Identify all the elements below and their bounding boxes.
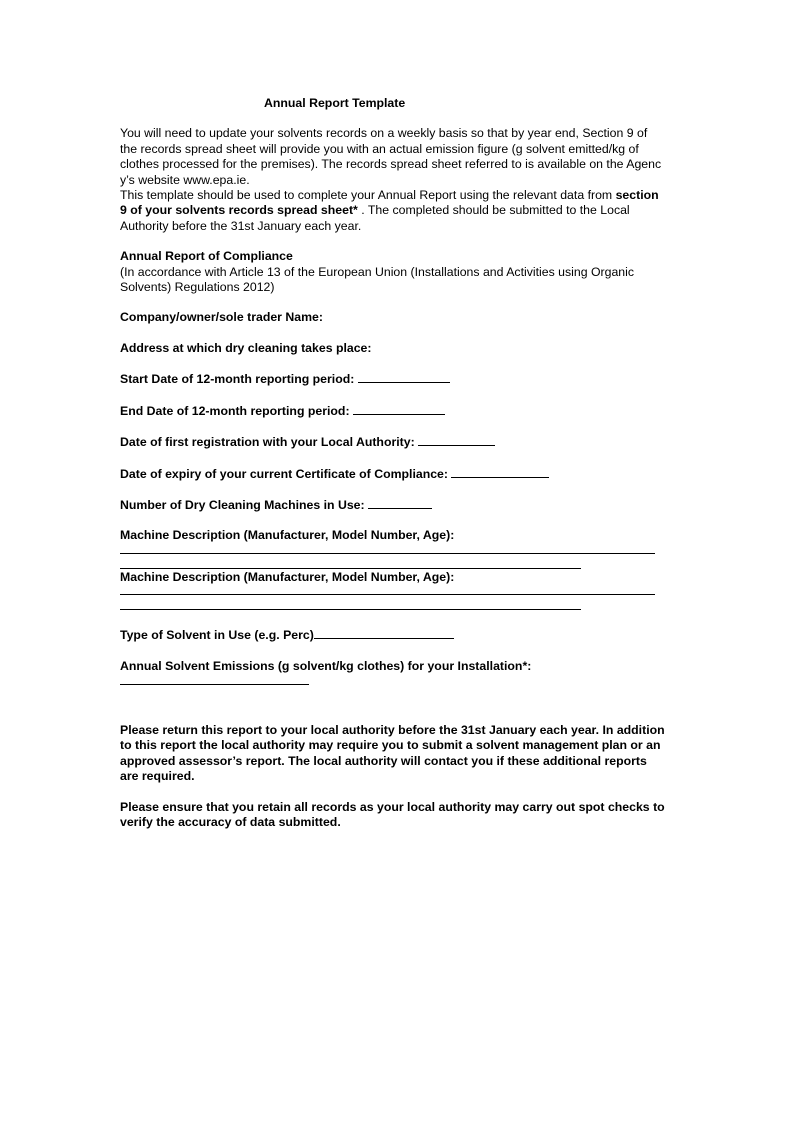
intro-paragraph-1: You will need to update your solvents records on a weekly basis so that by year end, Section 9 of the records spread sheet will provide you with an actual emission figure (g solvent emitted/kg of clothes processed for the premises). The records spread sheet referred to is available on the Agenc y’s website www.epa.ie. — [120, 126, 662, 187]
intro-paragraph-2-end: . The completed should be submitted to the Local Authority before the 31st January each year. — [120, 203, 630, 233]
expiry-date-blank[interactable] — [451, 466, 549, 478]
machine-description-line-1b[interactable] — [120, 568, 581, 569]
registration-date-field — [120, 434, 665, 450]
machine-description-field-1 — [120, 528, 665, 543]
registration-date-label: Date of first registration with your Local Authority: — [120, 435, 415, 450]
start-date-field — [120, 371, 665, 387]
intro-paragraph-2 — [120, 188, 665, 234]
document-title: Annual Report Template — [264, 96, 406, 110]
address-field[interactable] — [120, 341, 665, 356]
emissions-line[interactable] — [120, 684, 309, 685]
closing-paragraph-2: Please ensure that you retain all records as your local authority may carry out spot checks to verify the accuracy of data submitted. — [120, 799, 665, 829]
machine-description-label-2: Machine Description (Manufacturer, Model Number, Age): — [120, 569, 455, 584]
company-name-label: Company/owner/sole trader Name: — [120, 310, 323, 325]
machine-description-line-2b[interactable] — [120, 609, 581, 610]
address-label: Address at which dry cleaning takes place: — [120, 340, 372, 355]
compliance-subtext: (In accordance with Article 13 of the European Union (Installations and Activities using Organic Solvents) Regulations 2012) — [120, 264, 635, 295]
machine-description-line-1a[interactable] — [120, 553, 655, 554]
emissions-field — [120, 659, 665, 674]
start-date-label: Start Date of 12-month reporting period: — [120, 372, 355, 387]
end-date-blank[interactable] — [353, 403, 445, 415]
solvent-type-label: Type of Solvent in Use (e.g. Perc) — [120, 628, 314, 643]
solvent-type-blank[interactable] — [314, 627, 454, 639]
machine-description-label-1: Machine Description (Manufacturer, Model Number, Age): — [120, 528, 455, 543]
machine-description-line-2a[interactable] — [120, 594, 655, 595]
solvent-type-field — [120, 627, 665, 643]
company-name-field[interactable] — [120, 310, 665, 325]
start-date-blank[interactable] — [358, 371, 450, 383]
document-content — [120, 96, 665, 830]
expiry-date-label: Date of expiry of your current Certificate of Compliance: — [120, 466, 448, 481]
machine-count-field — [120, 497, 665, 513]
registration-date-blank[interactable] — [418, 434, 495, 446]
expiry-date-field — [120, 466, 665, 482]
emissions-label: Annual Solvent Emissions (g solvent/kg clothes) for your Installation*: — [120, 658, 532, 673]
closing-paragraph-1: Please return this report to your local authority before the 31st January each year. In addition to this report the local authority may require you to submit a solvent management plan or an approved assessor’s report. The local authority will contact you if these additional reports are required. — [120, 722, 665, 784]
intro-paragraph-2-bold: section 9 of your solvents records spread sheet* — [120, 188, 659, 218]
machine-description-field-2 — [120, 570, 665, 585]
end-date-field — [120, 403, 665, 419]
machine-count-label: Number of Dry Cleaning Machines in Use: — [120, 497, 365, 512]
end-date-label: End Date of 12-month reporting period: — [120, 403, 350, 418]
compliance-heading: Annual Report of Compliance — [120, 249, 293, 264]
intro-paragraph-2-start: This template should be used to complete your Annual Report using the relevant data from — [120, 188, 616, 203]
intro-section — [120, 126, 665, 234]
machine-count-blank[interactable] — [368, 497, 432, 509]
